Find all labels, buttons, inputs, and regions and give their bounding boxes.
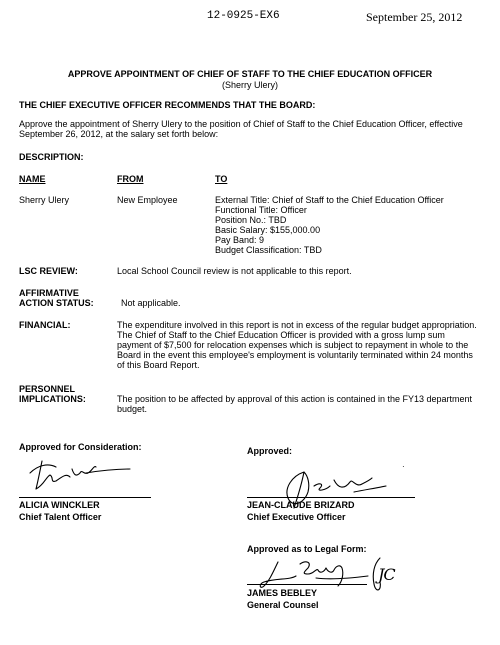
- column-header-to: TO: [215, 174, 228, 184]
- column-header-name: NAME: [19, 174, 46, 184]
- bebley-title: General Counsel: [247, 600, 319, 610]
- financial-text: [117, 320, 477, 370]
- to-external-title: External Title: Chief of Staff to the Chief Education Officer: [215, 195, 444, 205]
- report-title: APPROVE APPOINTMENT OF CHIEF OF STAFF TO THE CHIEF EDUCATION OFFICER: [67, 69, 433, 79]
- description-label: DESCRIPTION:: [19, 152, 84, 162]
- financial-line: Board in the event this employee's employment is voluntarily terminated within 24 months: [117, 350, 473, 360]
- financial-line: The expenditure involved in this report is not in excess of the regular budget appropriation.: [117, 320, 477, 330]
- personnel-label-line2: IMPLICATIONS:: [19, 394, 86, 404]
- winckler-title: Chief Talent Officer: [19, 512, 102, 522]
- personnel-line: The position to be affected by approval of this action is contained in the FY13 department: [117, 394, 473, 404]
- recommendation-heading: THE CHIEF EXECUTIVE OFFICER RECOMMENDS THAT THE BOARD:: [19, 100, 316, 110]
- approved-consideration-heading: Approved for Consideration:: [19, 442, 142, 452]
- report-subtitle: (Sherry Ulery): [221, 80, 278, 90]
- employee-name: Sherry Ulery: [19, 195, 70, 205]
- document-date: September 25, 2012: [366, 10, 463, 24]
- column-header-from: FROM: [117, 174, 144, 184]
- document-number: 12-0925-EX6: [207, 10, 280, 22]
- mark-dot: ·: [402, 462, 405, 471]
- to-basic-salary: Basic Salary: $155,000.00: [215, 225, 321, 235]
- financial-label: FINANCIAL:: [19, 320, 71, 330]
- to-pay-band: Pay Band: 9: [215, 235, 265, 245]
- to-budget-classification: Budget Classification: TBD: [215, 245, 322, 255]
- handwritten-signature-bebley: [256, 556, 376, 592]
- intro-text-line1: Approve the appointment of Sherry Ulery to the position of Chief of Staff to the Chief Education Officer, effective: [19, 119, 463, 129]
- handwritten-initials-jc: [368, 556, 410, 596]
- brizard-name: JEAN-CLAUDE BRIZARD: [247, 500, 355, 510]
- personnel-line: budget.: [117, 404, 148, 414]
- financial-line: The Chief of Staff to the Chief Education Officer is provided with a gross lump sum: [117, 330, 445, 340]
- brizard-title: Chief Executive Officer: [247, 512, 346, 522]
- to-functional-title: Functional Title: Officer: [215, 205, 307, 215]
- employee-to-details: [215, 195, 444, 255]
- personnel-label-line1: PERSONNEL: [19, 384, 76, 394]
- personnel-text: [117, 394, 472, 414]
- bebley-name: JAMES BEBLEY: [247, 588, 318, 598]
- financial-line: of this Board Report.: [117, 360, 200, 370]
- to-position-no: Position No.: TBD: [215, 215, 287, 225]
- legal-initials: JC: [378, 565, 395, 584]
- winckler-name: ALICIA WINCKLER: [19, 500, 100, 510]
- lsc-review-label: LSC REVIEW:: [19, 266, 78, 276]
- legal-form-heading: Approved as to Legal Form:: [247, 544, 367, 554]
- handwritten-signature-winckler: [26, 455, 136, 495]
- affirmative-label-line1: AFFIRMATIVE: [19, 288, 79, 298]
- affirmative-text: Not applicable.: [121, 298, 181, 308]
- employee-from: New Employee: [117, 195, 178, 205]
- affirmative-label-line2: ACTION STATUS:: [19, 298, 94, 308]
- intro-text-line2: September 26, 2012, at the salary set forth below:: [19, 129, 219, 139]
- approved-heading: Approved:: [247, 446, 292, 456]
- lsc-review-text: Local School Council review is not applicable to this report.: [117, 266, 352, 276]
- financial-line: payment of $7,500 for relocation expenses which is subject to repayment in whole to the: [117, 340, 469, 350]
